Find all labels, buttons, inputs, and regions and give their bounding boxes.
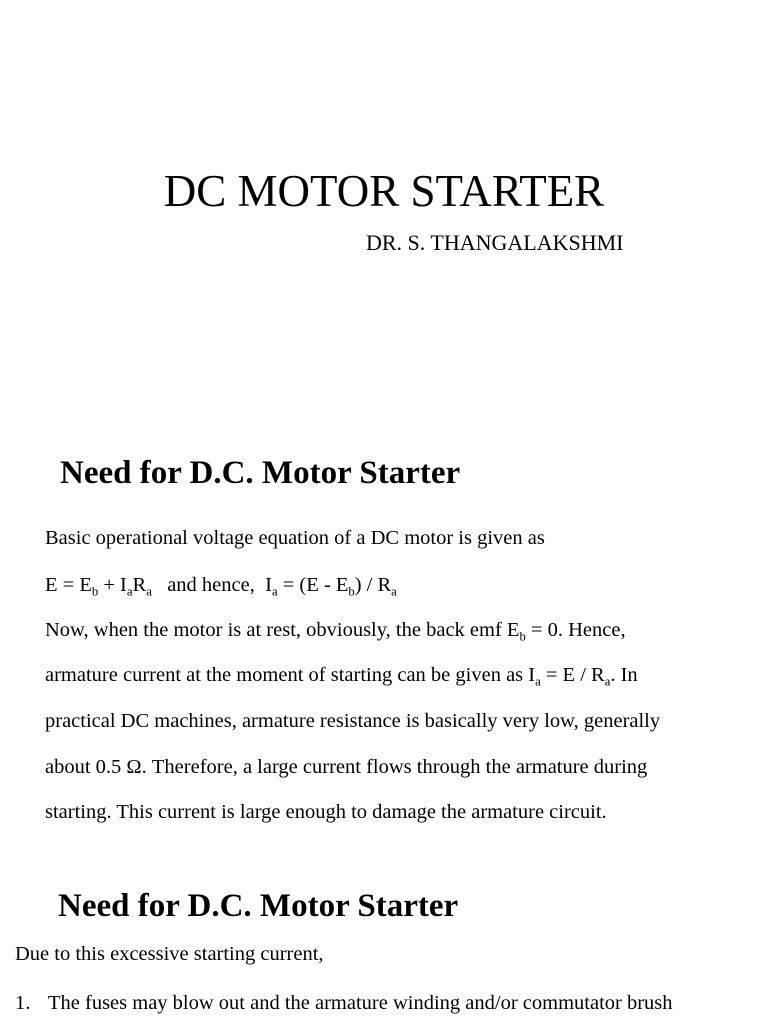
sub: a xyxy=(535,674,541,689)
paragraph-line-1: Basic operational voltage equation of a DC motor is given as xyxy=(45,527,545,549)
paragraph-line-7: starting. This current is large enough to damage the armature circuit. xyxy=(45,801,607,823)
text: armature current at the moment of starting can be given as I xyxy=(45,664,536,686)
section-heading-1: Need for D.C. Motor Starter xyxy=(60,455,461,491)
list-item-number: 1. xyxy=(15,992,31,1014)
list-item-text: The fuses may blow out and the armature winding and/or commutator brush xyxy=(48,992,673,1014)
paragraph-line-5: practical DC machines, armature resistance is basically very low, generally xyxy=(45,710,661,732)
eq-sub: a xyxy=(126,584,133,599)
eq-text: = (E - E xyxy=(277,574,349,596)
eq-sub: b xyxy=(91,584,99,599)
paragraph-line-3 xyxy=(45,617,626,643)
eq-text: E = E xyxy=(45,574,92,596)
eq-sub: b xyxy=(348,584,355,599)
eq-sub: a xyxy=(271,584,278,599)
page-title: DC MOTOR STARTER xyxy=(163,166,605,216)
paragraph-line-4 xyxy=(45,662,638,688)
eq-text: R xyxy=(132,574,147,596)
section-heading-2: Need for D.C. Motor Starter xyxy=(58,888,459,924)
text: . In xyxy=(610,664,638,686)
eq-sub: a xyxy=(391,584,397,599)
paragraph-line-6: about 0.5 Ω. Therefore, a large current flows through the armature during xyxy=(45,756,648,778)
equation-line xyxy=(45,572,397,598)
eq-text: + I xyxy=(98,574,127,596)
eq-text: ) / R xyxy=(354,574,392,596)
section2-intro: Due to this excessive starting current, xyxy=(15,943,324,965)
text: = 0. Hence, xyxy=(525,619,626,641)
sub: a xyxy=(604,674,611,689)
eq-text: and hence, I xyxy=(151,574,272,596)
sub: b xyxy=(519,629,526,644)
eq-sub: a xyxy=(146,584,152,599)
text: Now, when the motor is at rest, obviously, the back emf E xyxy=(45,619,520,641)
author-name: DR. S. THANGALAKSHMI xyxy=(366,230,624,255)
text: = E / R xyxy=(540,664,605,686)
